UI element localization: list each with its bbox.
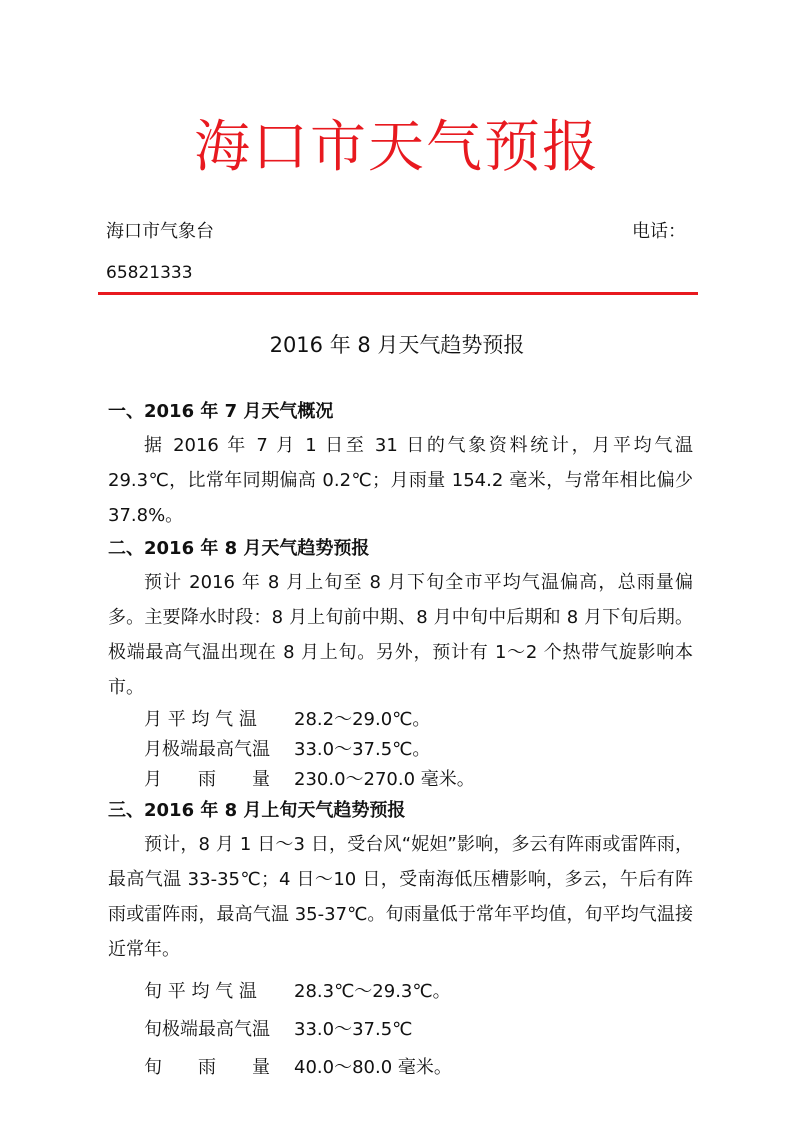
forecast-item <box>108 973 693 1011</box>
forecast-label: 旬 平 均 气 温 <box>144 981 257 1002</box>
forecast-item <box>108 1049 693 1087</box>
document-title: 2016 年 8 月天气趋势预报 <box>269 333 525 357</box>
forecast-label: 月 平 均 气 温 <box>144 709 257 730</box>
forecast-list <box>108 705 693 795</box>
forecast-item <box>108 765 693 795</box>
section-paragraph: 预计 2016 年 8 月上旬至 8 月下旬全市平均气温偏高，总雨量偏多。主要降水时段：8 月上旬前中期、8 月中旬中后期和 8 月下旬后期。极端最高气温出现在 8 月上旬。另外，预计有 1～2 个热带气旋影响本市。 <box>108 572 693 698</box>
forecast-item <box>108 1011 693 1049</box>
phone-number: 65821333 <box>106 263 193 283</box>
forecast-label: 月极端最高气温 <box>144 739 270 760</box>
forecast-label: 旬极端最高气温 <box>144 1019 270 1040</box>
forecast-value: 230.0～270.0 毫米。 <box>294 769 475 790</box>
forecast-list <box>108 973 693 1087</box>
forecast-value: 28.3℃～29.3℃。 <box>294 981 451 1002</box>
document-body <box>108 396 693 1087</box>
red-divider <box>98 292 698 295</box>
agency-name: 海口市气象台 <box>106 221 214 242</box>
forecast-label: 月 雨 量 <box>144 769 270 790</box>
section-paragraph: 据 2016 年 7 月 1 日至 31 日的气象资料统计，月平均气温 29.3℃，比常年同期偏高 0.2℃；月雨量 154.2 毫米，与常年相比偏少 37.8%。 <box>108 435 693 526</box>
section-heading: 一、2016 年 7 月天气概况 <box>108 401 334 422</box>
forecast-value: 33.0～37.5℃。 <box>294 739 431 760</box>
section-heading: 二、2016 年 8 月天气趋势预报 <box>108 538 370 559</box>
phone-label: 电话： <box>632 221 686 242</box>
forecast-item <box>108 705 693 735</box>
forecast-value: 33.0～37.5℃ <box>294 1019 413 1040</box>
forecast-item <box>108 735 693 765</box>
masthead-title: 海口市天气预报 <box>194 115 600 180</box>
section-heading: 三、2016 年 8 月上旬天气趋势预报 <box>108 800 406 821</box>
forecast-value: 28.2～29.0℃。 <box>294 709 431 730</box>
section-paragraph: 预计，8 月 1 日～3 日，受台风“妮妲”影响，多云有阵雨或雷阵雨，最高气温 33-35℃；4 日～10 日，受南海低压槽影响，多云，午后有阵雨或雷阵雨，最高气温 35-37℃。旬雨量低于常年平均值，旬平均气温接近常年。 <box>108 834 693 960</box>
forecast-label: 旬 雨 量 <box>144 1057 270 1078</box>
forecast-value: 40.0～80.0 毫米。 <box>294 1057 452 1078</box>
